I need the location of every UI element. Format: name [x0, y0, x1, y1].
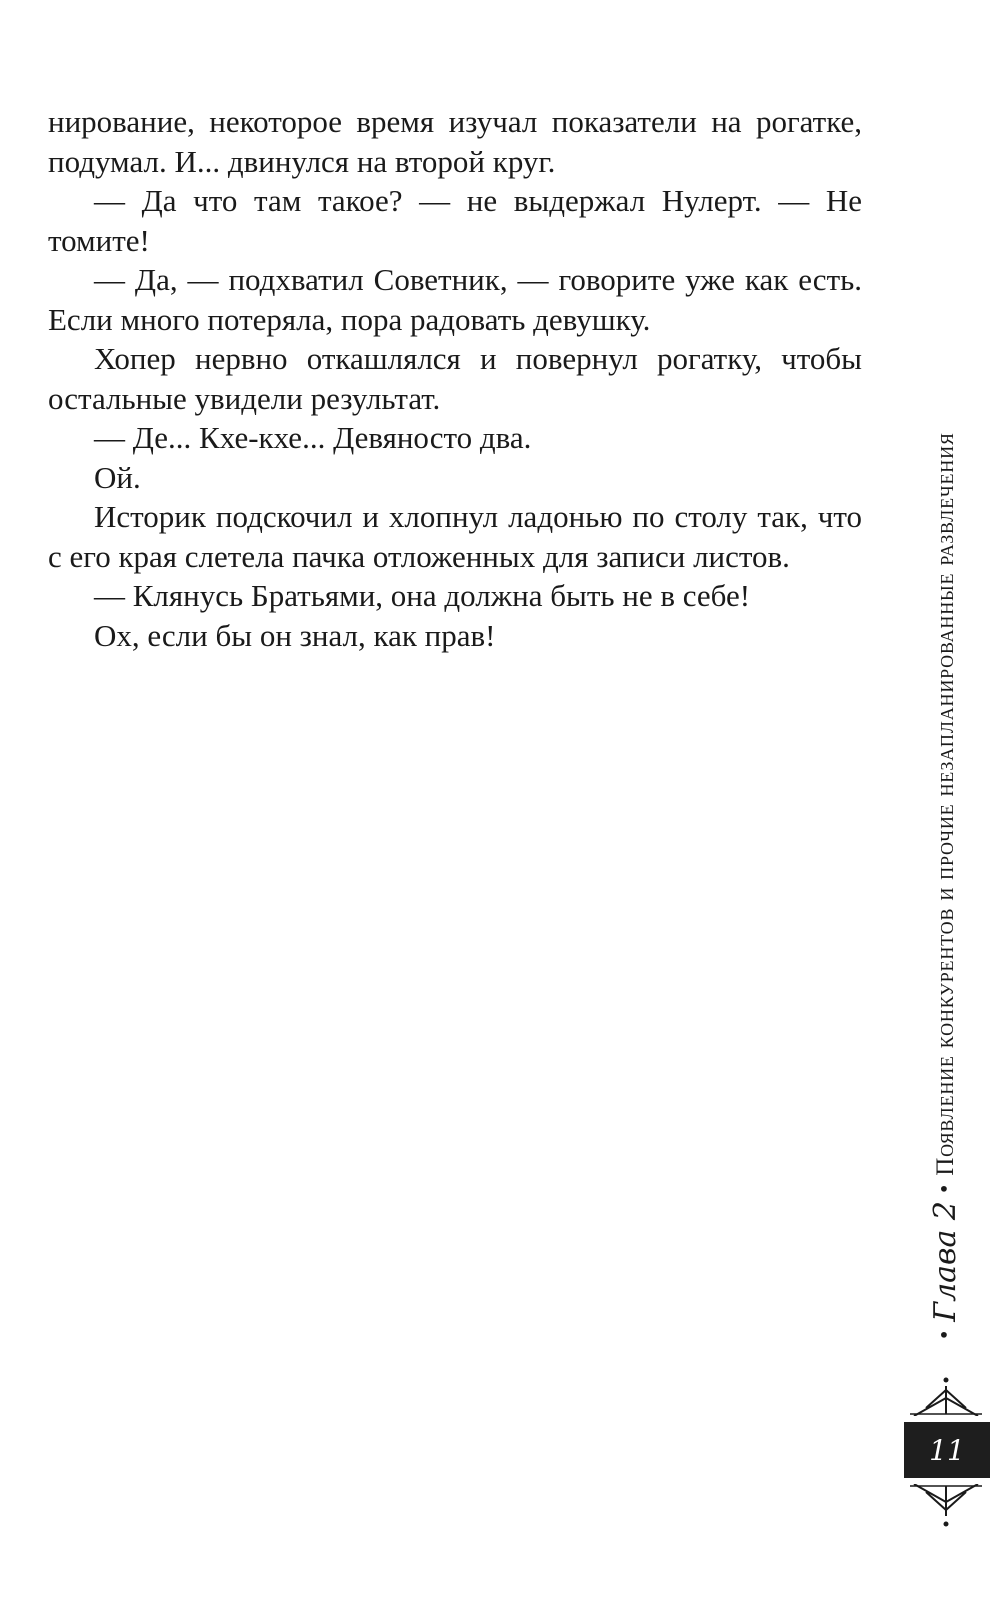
paragraph: — Клянусь Братьями, она должна быть не в себе! — [94, 578, 751, 613]
body-text — [48, 102, 862, 655]
arrow-ornament-icon — [906, 1376, 986, 1416]
chapter-label: Глава 2 — [928, 1200, 963, 1322]
arrow-ornament-icon — [906, 1484, 986, 1530]
paragraph: Хопер нервно откашлялся и повернул рогатку, чтобы остальные увидели результат. — [48, 341, 862, 416]
page-number — [904, 1422, 990, 1478]
paragraph: — Да что там такое? — не выдержал Нулерт. — Не томите! — [48, 183, 862, 258]
paragraph: Историк подскочил и хлопнул ладонью по столу так, что с его края слетела пачка отложенных для записи листов. — [48, 499, 862, 574]
paragraph: — Да, — подхватил Советник, — говорите уже как есть. Если много потеряла, пора радовать девушку. — [48, 262, 862, 337]
running-header — [928, 432, 963, 1347]
chapter-title: Появление конкурентов и прочие незапланированные развлечения — [931, 432, 959, 1176]
header-separator: • — [932, 1183, 958, 1193]
paragraph: нирование, некоторое время изучал показатели на рогатке, подумал. И... двинулся на второй круг. — [48, 104, 862, 179]
page-number-label: 11 — [929, 1433, 965, 1467]
paragraph: Ой. — [94, 459, 141, 495]
paragraph: — Де... Кхе-кхе... Девяносто два. — [94, 420, 532, 455]
header-separator: • — [932, 1329, 958, 1339]
paragraph: Ох, если бы он знал, как прав! — [94, 617, 496, 653]
